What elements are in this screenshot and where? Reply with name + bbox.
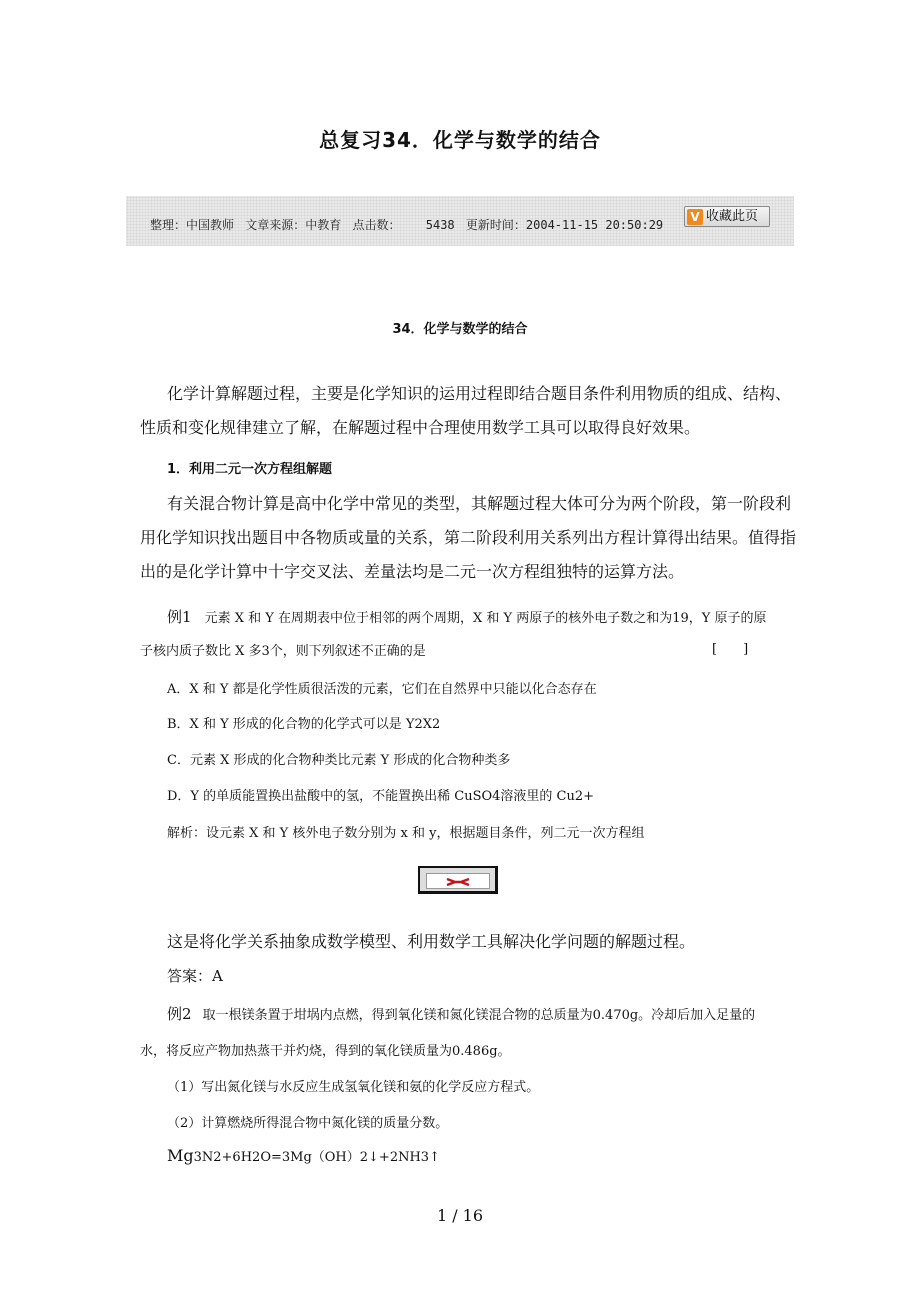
- equation-image-glyph: [427, 875, 489, 889]
- conclusion-text: 这是将化学关系抽象成数学模型、利用数学工具解决化学问题的解题过程。: [167, 932, 696, 951]
- option-b: B．X 和 Y 形成的化合物的化学式可以是 Y2X2: [167, 717, 441, 732]
- favorite-icon: V: [687, 209, 703, 225]
- option-c: C．元素 X 形成的化合物种类比元素 Y 形成的化合物种类多: [167, 753, 511, 768]
- page-number: 1 / 16: [436, 1206, 484, 1225]
- example2-line2: 水，将反应产物加热蒸干并灼烧，得到的氧化镁质量为0.486g。: [140, 1044, 511, 1059]
- question-1: （1）写出氮化镁与水反应生成氢氧化镁和氨的化学反应方程式。: [167, 1080, 540, 1095]
- equation-prefix: Mg: [167, 1146, 194, 1165]
- answer-bracket: [ ]: [712, 642, 749, 657]
- question-2: （2）计算燃烧所得混合物中氮化镁的质量分数。: [167, 1116, 449, 1131]
- section-paragraph: 有关混合物计算是高中化学中常见的类型，其解题过程大体可分为两个阶段，第一阶段利用化学知识找出题目中各物质或量的关系，第二阶段利用关系列出方程计算得出结果。值得指出的是化学计算中十字交叉法、差量法均是二元一次方程组独特的运算方法。: [140, 494, 797, 581]
- favorite-label: 收藏此页: [706, 209, 759, 224]
- option-d: D．Y 的单质能置换出盐酸中的氢，不能置换出稀 CuSO4溶液里的 Cu2+: [167, 789, 595, 804]
- meta-hits: 5438: [425, 218, 455, 232]
- reaction-equation: [167, 1146, 440, 1165]
- equation-image: [418, 866, 498, 894]
- intro-paragraph: 化学计算解题过程，主要是化学知识的运用过程即结合题目条件利用物质的组成、结构、性质和变化规律建立了解，在解题过程中合理使用数学工具可以取得良好效果。: [140, 384, 792, 437]
- example2-label: 例2: [167, 1005, 192, 1023]
- example1-text: 元素 X 和 Y 在周期表中位于相邻的两个周期，X 和 Y 两原子的核外电子数之和为19，Y 原子的原: [204, 611, 767, 626]
- answer-text: 答案：A: [167, 967, 223, 985]
- example2-line1: [167, 1003, 755, 1024]
- section-heading: 1．利用二元一次方程组解题: [167, 462, 333, 477]
- article-meta: [150, 216, 667, 233]
- example1-line2: 子核内质子数比 X 多3个，则下列叙述不正确的是: [140, 644, 426, 659]
- analysis-text: 解析：设元素 X 和 Y 核外电子数分别为 x 和 y，根据题目条件，列二元一次方程组: [167, 826, 645, 841]
- meta-organizer: 整理：中国教师: [150, 218, 235, 232]
- article-subtitle: 34．化学与数学的结合: [392, 322, 528, 337]
- example2-text: 取一根镁条置于坩埚内点燃，得到氧化镁和氮化镁混合物的总质量为0.470g。冷却后加入足量的: [202, 1008, 756, 1023]
- page-title: 总复习34．化学与数学的结合: [319, 128, 601, 152]
- favorite-button[interactable]: [684, 206, 770, 227]
- example1-line1: [167, 606, 767, 627]
- option-a: A．X 和 Y 都是化学性质很活泼的元素，它们在自然界中只能以化合态存在: [167, 682, 597, 697]
- equation-rest: 3N2+6H2O=3Mg（OH）2↓+2NH3↑: [193, 1150, 440, 1165]
- meta-updated: 更新时间：2004-11-15 20:50:29: [465, 218, 664, 232]
- meta-source: 文章来源：中教育: [245, 218, 342, 232]
- equation-image-frame: [426, 873, 490, 889]
- meta-hits-label: 点击数：: [352, 218, 401, 232]
- example1-label: 例1: [167, 608, 192, 626]
